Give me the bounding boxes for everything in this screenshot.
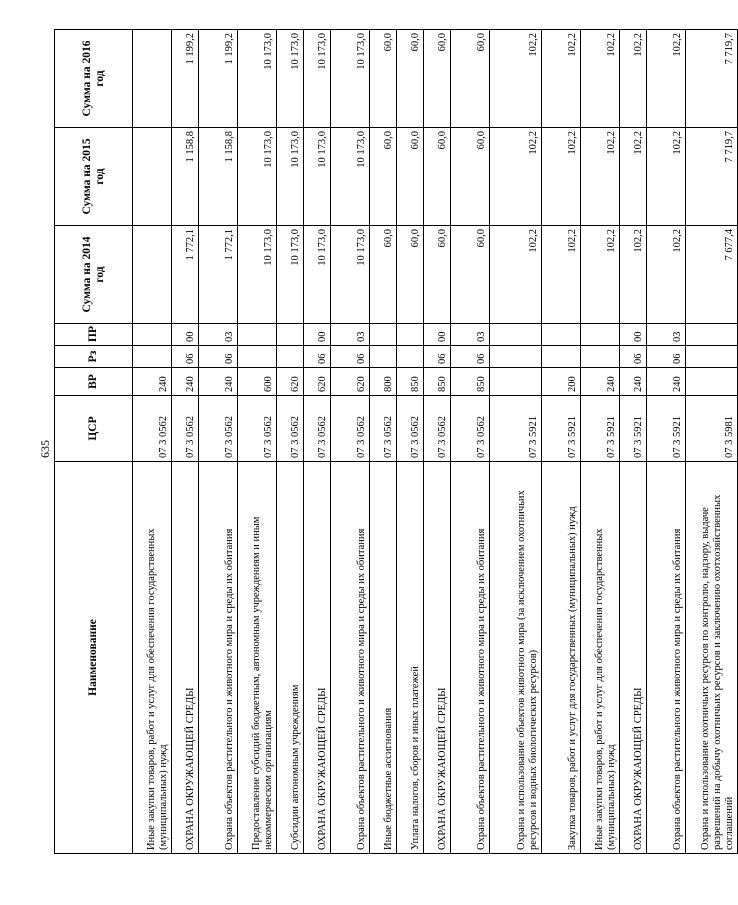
cell-vr: 200 [542,368,581,396]
cell-sum-2016: 102,2 [581,30,620,128]
cell-vr: 850 [397,368,424,396]
cell-sum-2016: 1 199,2 [199,30,238,128]
cell-pr: 03 [331,324,370,346]
cell-sum-2016: 60,0 [424,30,451,128]
cell-name: Закупка товаров, работ и услуг для государственных (муниципальных) нужд [542,462,581,854]
cell-sum-2016: 10 173,0 [331,30,370,128]
cell-sum-2016: 1 199,2 [172,30,199,128]
cell-rz: 06 [172,346,199,368]
cell-pr: 00 [304,324,331,346]
cell-csr: 07 3 0562 [199,396,238,462]
cell-name: ОХРАНА ОКРУЖАЮЩЕЙ СРЕДЫ [620,462,647,854]
cell-sum-2014: 60,0 [451,226,490,324]
table-header-row [55,30,133,854]
cell-name: ОХРАНА ОКРУЖАЮЩЕЙ СРЕДЫ [172,462,199,854]
cell-pr [370,324,397,346]
table-row [199,30,238,854]
cell-sum-2015: 10 173,0 [331,128,370,226]
cell-sum-2015: 10 173,0 [277,128,304,226]
cell-sum-2014: 102,2 [581,226,620,324]
cell-sum-2014: 102,2 [620,226,647,324]
cell-rz: 06 [620,346,647,368]
cell-rz [490,346,542,368]
header-csr: ЦСР [55,396,133,462]
cell-sum-2015: 102,2 [647,128,686,226]
cell-sum-2015 [133,128,172,226]
cell-name: ОХРАНА ОКРУЖАЮЩЕЙ СРЕДЫ [424,462,451,854]
cell-vr: 620 [331,368,370,396]
cell-csr: 07 3 5921 [581,396,620,462]
table-row [647,30,686,854]
cell-sum-2014: 102,2 [542,226,581,324]
cell-sum-2016: 10 173,0 [238,30,277,128]
cell-name: Иные закупки товаров, работ и услуг для обеспечения государственных (муниципальных) нужд [133,462,172,854]
cell-csr: 07 3 5921 [620,396,647,462]
cell-sum-2014: 1 772,1 [172,226,199,324]
cell-sum-2014: 10 173,0 [238,226,277,324]
cell-sum-2014: 10 173,0 [331,226,370,324]
cell-sum-2014: 60,0 [424,226,451,324]
cell-pr [686,324,738,346]
cell-vr: 240 [172,368,199,396]
cell-sum-2015: 102,2 [542,128,581,226]
table-row [238,30,277,854]
cell-vr: 800 [370,368,397,396]
header-sum-2014: Сумма на 2014 год [55,226,133,324]
table-row [277,30,304,854]
cell-rz: 06 [199,346,238,368]
cell-sum-2016: 102,2 [542,30,581,128]
cell-csr: 07 3 0562 [424,396,451,462]
cell-sum-2015: 60,0 [451,128,490,226]
cell-csr: 07 3 0562 [277,396,304,462]
cell-rz [133,346,172,368]
cell-sum-2014: 10 173,0 [277,226,304,324]
cell-vr: 240 [581,368,620,396]
cell-pr: 00 [620,324,647,346]
cell-csr: 07 3 0562 [133,396,172,462]
cell-sum-2014: 7 677,4 [686,226,738,324]
cell-rz [370,346,397,368]
cell-pr: 03 [647,324,686,346]
cell-name: Охрана и использование объектов животного мира (за исключением охотничьих ресурсов и водных биологических ресурсов) [490,462,542,854]
page-number: 635 [38,440,52,458]
cell-sum-2016: 60,0 [370,30,397,128]
table-row [304,30,331,854]
table-row [172,30,199,854]
cell-sum-2015: 102,2 [581,128,620,226]
cell-sum-2016: 10 173,0 [304,30,331,128]
cell-name: Охрана объектов растительного и животного мира и среды их обитания [647,462,686,854]
cell-rz: 06 [304,346,331,368]
cell-csr: 07 3 5921 [647,396,686,462]
table-row [451,30,490,854]
table-row [133,30,172,854]
cell-name: Предоставление субсидий бюджетным, автономным учреждениям и иным некоммерческим организациям [238,462,277,854]
cell-sum-2014: 60,0 [397,226,424,324]
cell-pr [277,324,304,346]
cell-sum-2015: 1 158,8 [199,128,238,226]
cell-sum-2015: 60,0 [424,128,451,226]
cell-pr [542,324,581,346]
cell-pr [397,324,424,346]
cell-sum-2015: 7 719,7 [686,128,738,226]
cell-name: Охрана и использование охотничьих ресурсов по контролю, надзору, выдаче разрешений на добычу охотничьих ресурсов и заключению охотхозяйственных соглашений [686,462,738,854]
header-pr: ПР [55,324,133,346]
cell-vr [490,368,542,396]
cell-name: ОХРАНА ОКРУЖАЮЩЕЙ СРЕДЫ [304,462,331,854]
cell-vr: 240 [620,368,647,396]
table-row [370,30,397,854]
cell-pr [238,324,277,346]
header-vr: ВР [55,368,133,396]
cell-rz [397,346,424,368]
cell-sum-2016: 10 173,0 [277,30,304,128]
cell-vr: 620 [304,368,331,396]
cell-name: Иные бюджетные ассигнования [370,462,397,854]
cell-csr: 07 3 0562 [397,396,424,462]
rotated-page-content [54,30,735,854]
cell-sum-2016: 60,0 [451,30,490,128]
cell-sum-2015: 102,2 [490,128,542,226]
cell-sum-2015: 10 173,0 [304,128,331,226]
table-row [397,30,424,854]
cell-sum-2015: 10 173,0 [238,128,277,226]
cell-name: Уплата налогов, сборов и иных платежей [397,462,424,854]
header-rz: Рз [55,346,133,368]
cell-rz [542,346,581,368]
header-sum-2015: Сумма на 2015 год [55,128,133,226]
budget-table [54,29,738,854]
cell-csr: 07 3 0562 [238,396,277,462]
header-name: Наименование [55,462,133,854]
cell-sum-2016: 102,2 [647,30,686,128]
cell-rz: 06 [647,346,686,368]
table-row [331,30,370,854]
cell-sum-2015: 60,0 [397,128,424,226]
cell-pr: 00 [172,324,199,346]
cell-rz: 06 [451,346,490,368]
cell-csr: 07 3 5981 [686,396,738,462]
cell-name: Охрана объектов растительного и животного мира и среды их обитания [331,462,370,854]
cell-sum-2014: 1 772,1 [199,226,238,324]
table-row [620,30,647,854]
cell-vr [686,368,738,396]
cell-vr: 620 [277,368,304,396]
cell-csr: 07 3 0562 [370,396,397,462]
cell-sum-2014: 60,0 [370,226,397,324]
cell-sum-2014: 10 173,0 [304,226,331,324]
table-row [581,30,620,854]
cell-sum-2016: 60,0 [397,30,424,128]
cell-csr: 07 3 0562 [304,396,331,462]
cell-sum-2014 [133,226,172,324]
cell-rz [686,346,738,368]
cell-vr: 240 [647,368,686,396]
cell-rz [581,346,620,368]
cell-sum-2015: 60,0 [370,128,397,226]
cell-sum-2014: 102,2 [490,226,542,324]
table-row [542,30,581,854]
cell-vr: 240 [133,368,172,396]
cell-sum-2016: 102,2 [490,30,542,128]
cell-rz [277,346,304,368]
cell-sum-2015: 102,2 [620,128,647,226]
cell-rz: 06 [331,346,370,368]
header-sum-2016: Сумма на 2016 год [55,30,133,128]
table-row [490,30,542,854]
cell-csr: 07 3 5921 [542,396,581,462]
table-row [424,30,451,854]
cell-csr: 07 3 0562 [172,396,199,462]
cell-pr [133,324,172,346]
cell-pr [581,324,620,346]
cell-pr: 03 [199,324,238,346]
cell-name: Иные закупки товаров, работ и услуг для обеспечения государственных (муниципальных) нужд [581,462,620,854]
cell-sum-2016: 7 719,7 [686,30,738,128]
cell-name: Охрана объектов растительного и животного мира и среды их обитания [199,462,238,854]
cell-vr: 850 [424,368,451,396]
cell-pr: 00 [424,324,451,346]
cell-vr: 240 [199,368,238,396]
cell-pr: 03 [451,324,490,346]
cell-name: Субсидии автономным учреждениям [277,462,304,854]
cell-sum-2016: 102,2 [620,30,647,128]
cell-sum-2016 [133,30,172,128]
cell-name: Охрана объектов растительного и животного мира и среды их обитания [451,462,490,854]
cell-csr: 07 3 0562 [331,396,370,462]
cell-pr [490,324,542,346]
table-row [686,30,738,854]
cell-rz: 06 [424,346,451,368]
cell-sum-2014: 102,2 [647,226,686,324]
cell-vr: 850 [451,368,490,396]
cell-csr: 07 3 0562 [451,396,490,462]
cell-csr: 07 3 5921 [490,396,542,462]
cell-sum-2015: 1 158,8 [172,128,199,226]
cell-rz [238,346,277,368]
cell-vr: 600 [238,368,277,396]
